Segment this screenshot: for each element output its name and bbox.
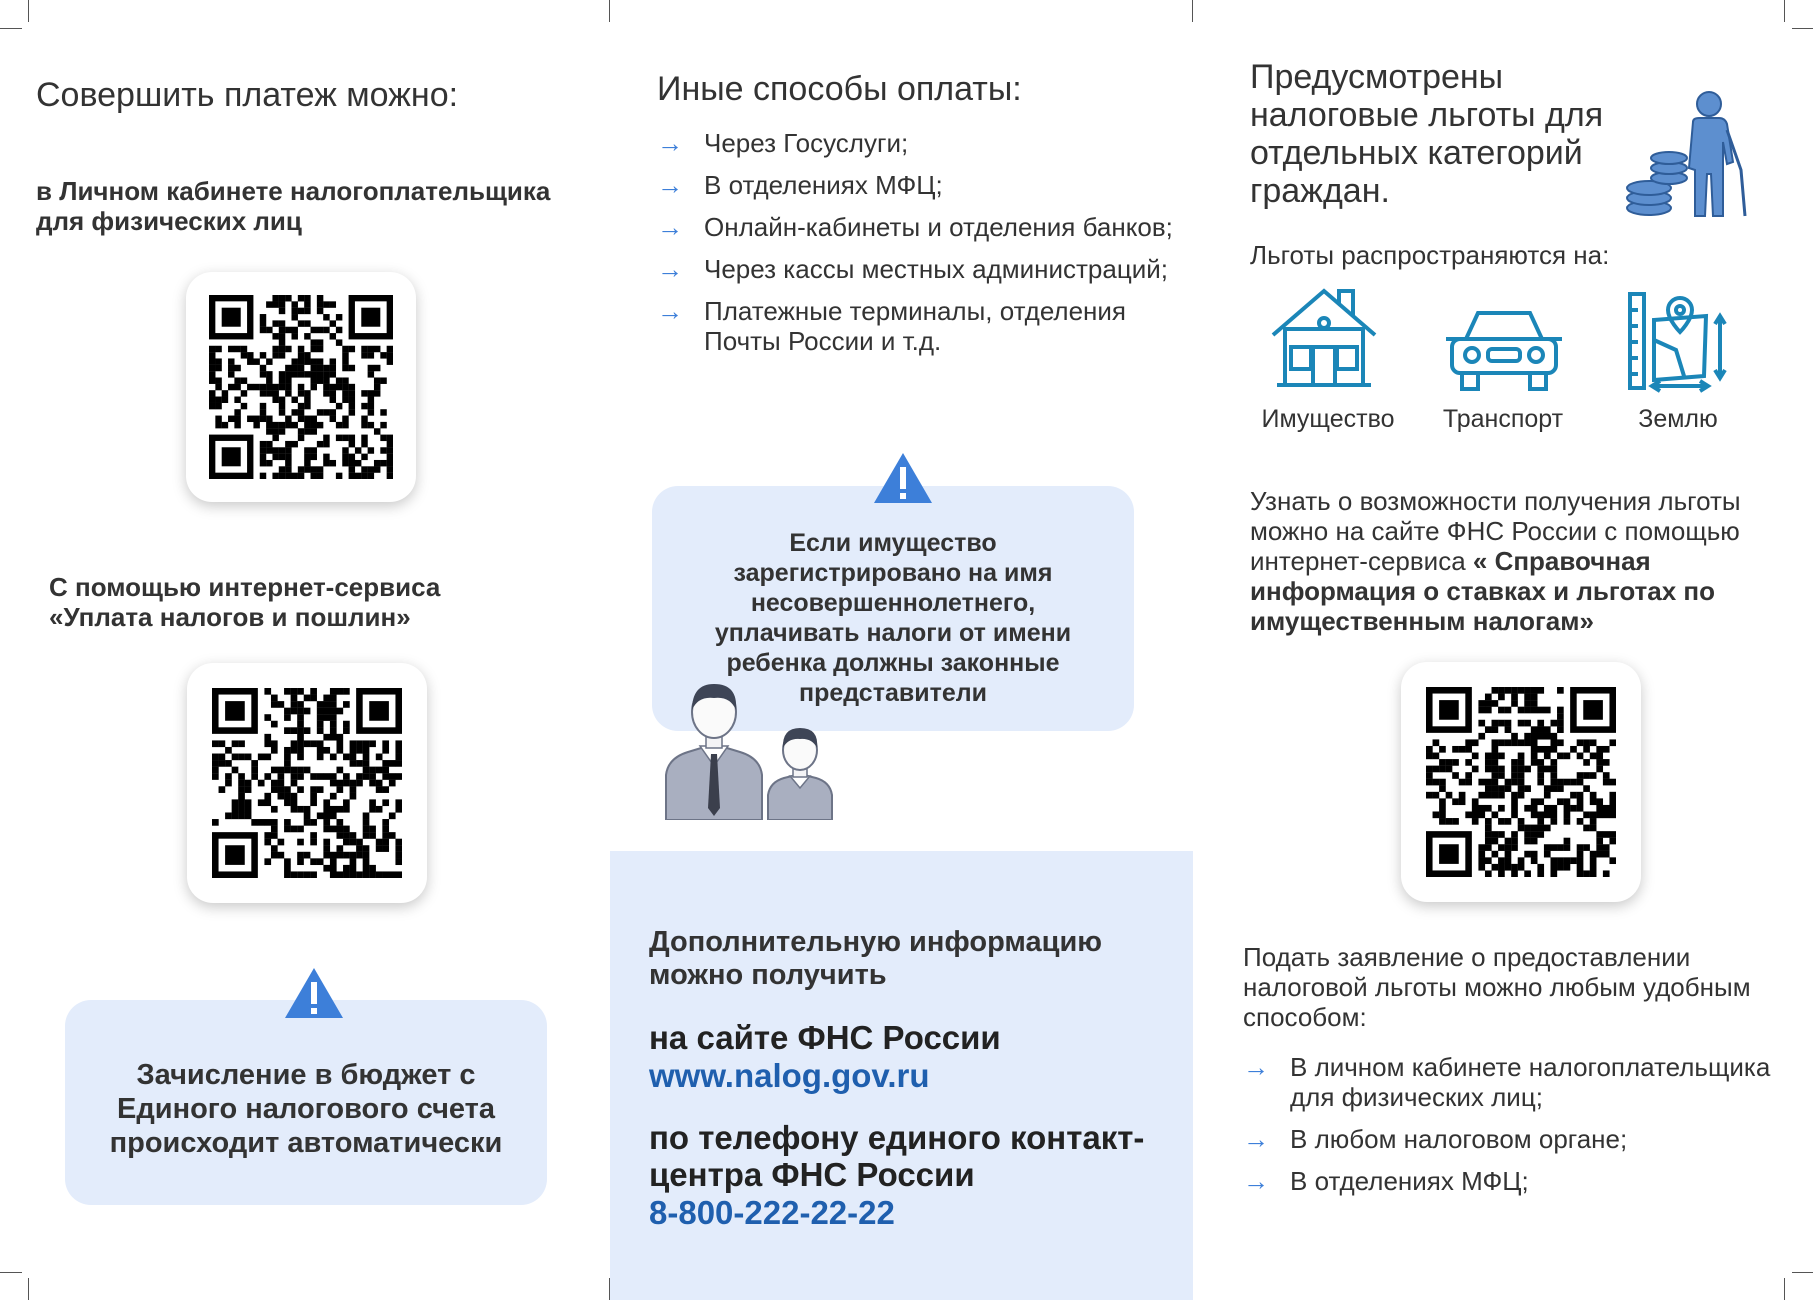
- arrow-icon: →: [657, 296, 683, 326]
- personal-account-option: в Личном кабинете налогоплательщика для физических лиц: [36, 176, 551, 236]
- other-methods-list: [657, 128, 1177, 356]
- arrow-icon: →: [657, 254, 683, 284]
- land-plot-icon: [1626, 290, 1730, 394]
- category-label-transport: Транспорт: [1442, 405, 1564, 433]
- payment-service-qr-card[interactable]: [187, 663, 427, 903]
- personal-account-qr-card[interactable]: [186, 272, 416, 502]
- applies-to-label: Льготы распространяются на:: [1250, 240, 1610, 270]
- payment-panel: [0, 0, 610, 1300]
- other-methods-panel: [610, 0, 1193, 1300]
- apply-methods-list: [1243, 1052, 1783, 1196]
- arrow-icon: →: [657, 128, 683, 158]
- house-icon: [1269, 285, 1379, 395]
- list-item: → В отделениях МФЦ;: [657, 170, 943, 200]
- payment-service-line2: «Уплата налогов и пошлин»: [49, 602, 411, 632]
- car-icon: [1444, 305, 1564, 395]
- list-item: → В личном кабинете налогоплательщика для физических лиц;: [1243, 1052, 1771, 1112]
- arrow-icon: →: [1243, 1052, 1269, 1082]
- warning-triangle-icon: [283, 966, 345, 1020]
- list-item: → В любом налоговом органе;: [1243, 1124, 1628, 1154]
- pensioner-coins-icon: [1623, 90, 1755, 220]
- list-item: → Онлайн-кабинеты и отделения банков;: [657, 212, 1173, 242]
- category-label-property: Имущество: [1261, 405, 1395, 433]
- other-methods-heading: Иные способы оплаты:: [657, 70, 1022, 108]
- payment-service-line1: С помощью интернет-сервиса: [49, 572, 441, 602]
- budget-note-box: [65, 1000, 547, 1205]
- phone-label: по телефону единого контакт-центра ФНС России: [649, 1119, 1145, 1193]
- budget-note-text: Зачисление в бюджет с Единого налогового счета происходит автоматически: [109, 1059, 503, 1159]
- list-item: → Через кассы местных администраций;: [657, 254, 1169, 284]
- qr-code-icon: [212, 688, 402, 878]
- payment-heading: Совершить платеж можно:: [36, 76, 459, 114]
- learn-more-paragraph: [1250, 486, 1780, 636]
- arrow-icon: →: [1243, 1124, 1269, 1154]
- arrow-icon: →: [1243, 1166, 1269, 1196]
- apply-paragraph: Подать заявление о предоставлении налоговой льготы можно любым удобным способом:: [1243, 942, 1751, 1032]
- site-link[interactable]: www.nalog.gov.ru: [649, 1057, 930, 1094]
- list-item: → В отделениях МФЦ;: [1243, 1166, 1529, 1196]
- contact-info-box: [610, 851, 1193, 1300]
- reference-service-name[interactable]: « Справочная информация о ставках и льготах по имущественным налогам»: [1250, 546, 1716, 636]
- arrow-icon: →: [657, 212, 683, 242]
- warning-triangle-icon: [872, 451, 934, 505]
- payment-service-option: [49, 572, 440, 632]
- category-label-land: Землю: [1638, 405, 1718, 433]
- parent-child-icon: [664, 680, 854, 820]
- contact-info-title: Дополнительную информацию можно получить: [649, 926, 1103, 991]
- phone-link[interactable]: 8-800-222-22-22: [649, 1194, 895, 1231]
- minor-property-note-text: Если имущество зарегистрировано на имя несовершеннолетнего, уплачивать налоги от имени ребенка должны законные представители: [714, 529, 1072, 707]
- qr-code-icon: [1426, 687, 1616, 877]
- list-item: → Платежные терминалы, отделения Почты России и т.д.: [657, 296, 1127, 356]
- site-label: на сайте ФНС России: [649, 1019, 1001, 1056]
- list-item: → Через Госуслуги;: [657, 128, 909, 158]
- tax-benefits-heading: Предусмотрены налоговые льготы для отдельных категорий граждан.: [1250, 58, 1604, 210]
- qr-code-icon: [209, 295, 393, 479]
- benefits-info-qr-card[interactable]: [1401, 662, 1641, 902]
- learn-more-text: Узнать о возможности получения льготы можно на сайте ФНС России с помощью интернет-сервиса: [1250, 486, 1741, 576]
- tax-benefits-panel: [1193, 0, 1813, 1300]
- arrow-icon: →: [657, 170, 683, 200]
